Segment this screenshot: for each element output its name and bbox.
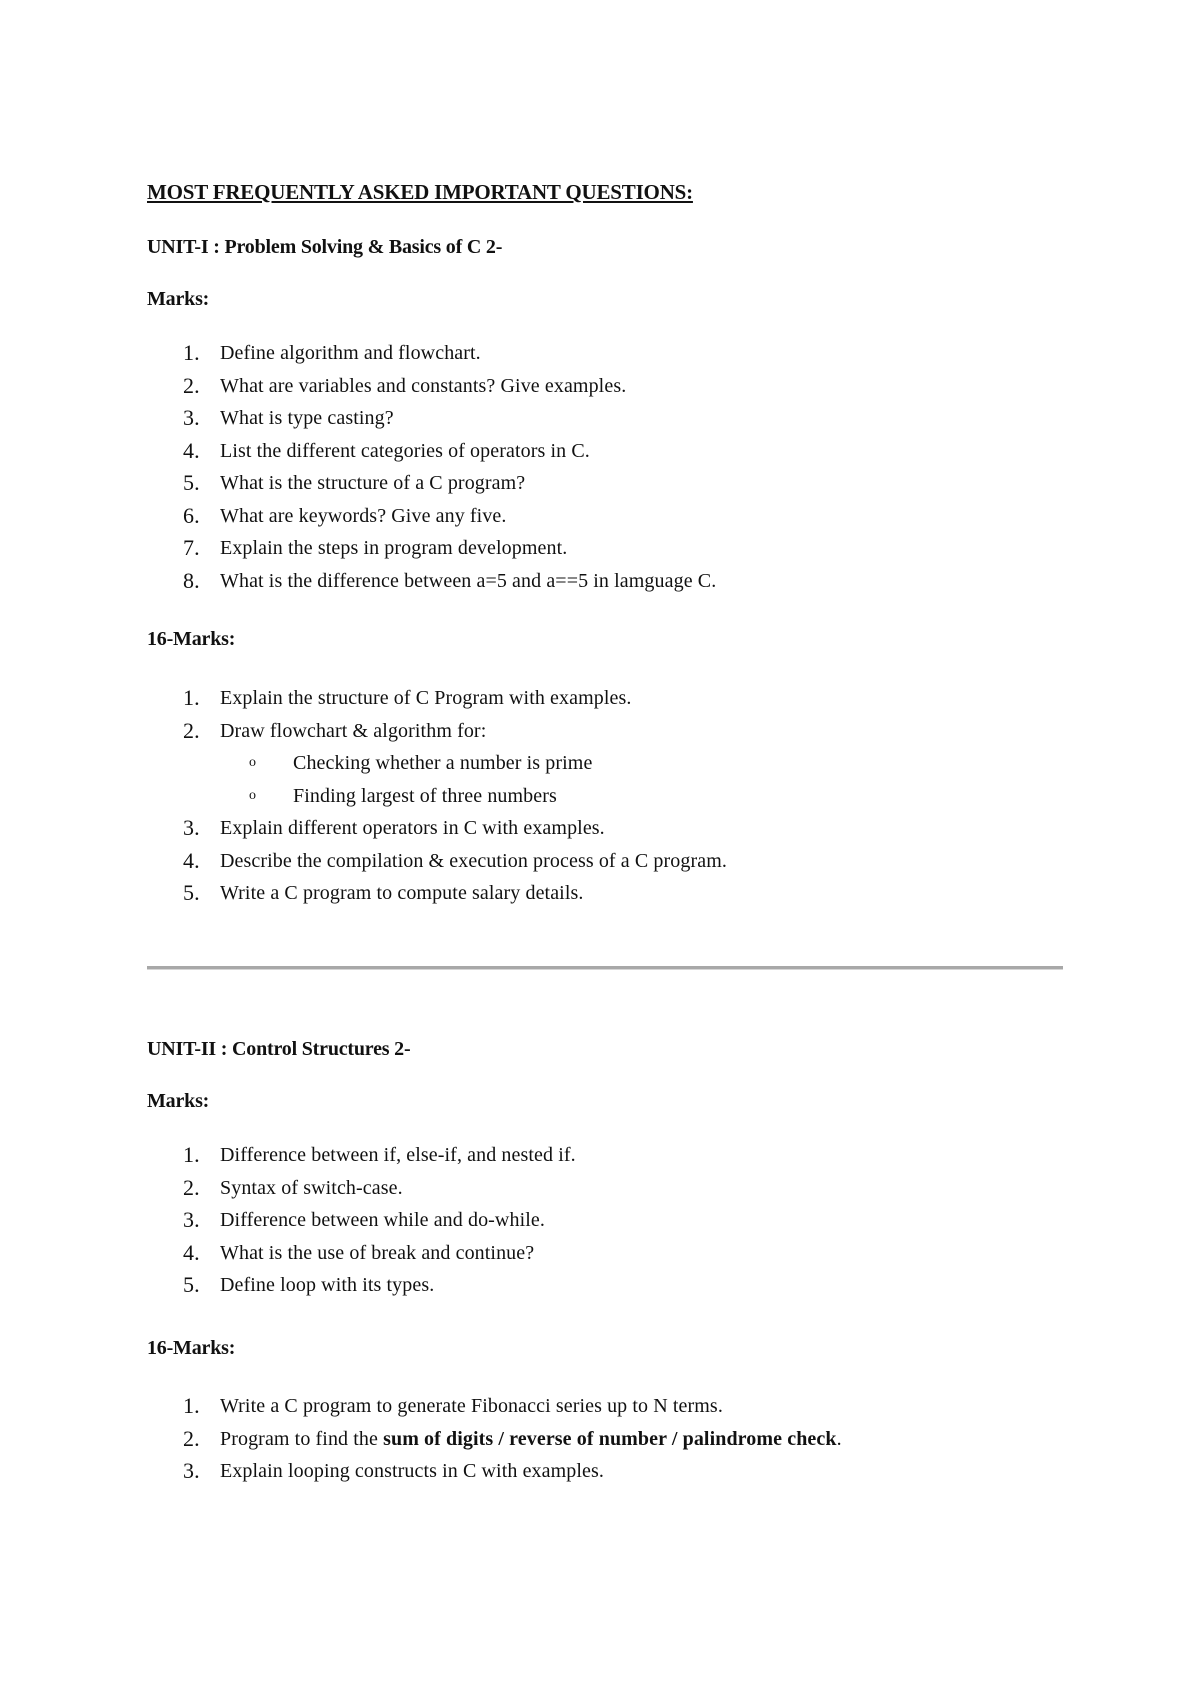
unit2-heading: UNIT-II : Control Structures 2- — [147, 1038, 411, 1060]
item-number: 2. — [183, 372, 200, 398]
list-item — [147, 1423, 1067, 1456]
list-item — [147, 877, 1067, 910]
item-text: Difference between if, else-if, and nested if. — [220, 1144, 576, 1166]
item-text: Explain the steps in program development. — [220, 537, 568, 559]
item-text: Define algorithm and flowchart. — [220, 342, 481, 364]
item-number: 2. — [183, 1174, 200, 1200]
bullet-icon: o — [249, 787, 257, 803]
item-number: 8. — [183, 567, 200, 593]
unit1-long-questions — [147, 682, 1067, 910]
sub-list-item — [147, 780, 1067, 813]
item-text: Define loop with its types. — [220, 1274, 435, 1296]
item-text-suffix: . — [836, 1427, 842, 1450]
item-number: 5. — [183, 470, 200, 495]
unit1-marks-label: Marks: — [147, 288, 210, 310]
page-title: MOST FREQUENTLY ASKED IMPORTANT QUESTIONS: — [147, 180, 693, 204]
list-item — [147, 370, 1067, 403]
list-item — [147, 682, 1067, 715]
item-text: Syntax of switch-case. — [220, 1176, 403, 1199]
unit1-short-list — [147, 337, 1067, 597]
item-number: 1. — [183, 685, 200, 710]
item-text-prefix: Program to find the — [220, 1427, 384, 1450]
item-text: Explain the structure of C Program with examples. — [220, 687, 632, 709]
list-item — [147, 435, 1067, 468]
item-text: What is the use of break and continue? — [220, 1241, 535, 1264]
item-text: What is type casting? — [220, 407, 394, 429]
list-item — [147, 532, 1067, 565]
item-number: 6. — [183, 502, 200, 528]
item-number: 3. — [183, 405, 200, 430]
item-number: 1. — [183, 340, 200, 365]
item-number: 4. — [183, 437, 200, 463]
item-text: What is the difference between a=5 and a==5 in lamguage C. — [220, 569, 717, 592]
unit2-marks-block — [147, 1090, 1067, 1113]
list-item — [147, 402, 1067, 435]
list-item — [147, 500, 1067, 533]
unit1-long-label: 16-Marks: — [147, 628, 236, 650]
list-item — [147, 715, 1067, 813]
title-block — [147, 180, 1067, 205]
sub-list — [220, 747, 1067, 812]
unit2-long-label-block — [147, 1337, 1067, 1360]
item-number: 1. — [183, 1142, 200, 1167]
unit2-long-label: 16-Marks: — [147, 1337, 236, 1359]
item-number: 7. — [183, 535, 200, 560]
unit1-long-list — [147, 682, 1067, 910]
unit2-long-list — [147, 1390, 1067, 1488]
item-number: 3. — [183, 815, 200, 840]
unit2-long-questions — [147, 1390, 1067, 1488]
item-text: Difference between while and do-while. — [220, 1209, 545, 1231]
list-item — [147, 1139, 1067, 1172]
unit1-heading-block — [147, 236, 1067, 259]
list-item — [147, 565, 1067, 598]
list-item — [147, 845, 1067, 878]
unit2-short-questions — [147, 1139, 1067, 1302]
item-number: 2. — [183, 717, 200, 743]
unit2-heading-block — [147, 1038, 1067, 1061]
bullet-icon: o — [249, 755, 257, 770]
item-text: What are variables and constants? Give examples. — [220, 374, 627, 397]
item-text: Draw flowchart & algorithm for: — [220, 719, 487, 742]
item-number: 2. — [183, 1425, 200, 1451]
item-text-bold: sum of digits / reverse of number / palindrome check — [383, 1427, 837, 1450]
item-number: 5. — [183, 880, 200, 905]
item-text: Explain looping constructs in C with examples. — [220, 1460, 604, 1482]
item-text: Explain different operators in C with examples. — [220, 817, 605, 839]
item-text: Write a C program to generate Fibonacci series up to N terms. — [220, 1395, 723, 1417]
list-item — [147, 1172, 1067, 1205]
item-number: 3. — [183, 1207, 200, 1232]
unit2-marks-label: Marks: — [147, 1090, 210, 1112]
unit1-marks-block — [147, 288, 1067, 311]
list-item — [147, 337, 1067, 370]
unit1-long-label-block — [147, 628, 1067, 651]
list-item — [147, 812, 1067, 845]
section-divider — [147, 966, 1063, 970]
item-text: What is the structure of a C program? — [220, 472, 526, 494]
list-item — [147, 467, 1067, 500]
unit1-short-questions — [147, 337, 1067, 597]
item-number: 1. — [183, 1393, 200, 1418]
list-item — [147, 1237, 1067, 1270]
unit2-short-list — [147, 1139, 1067, 1302]
item-text: List the different categories of operators in C. — [220, 439, 590, 462]
unit1-heading: UNIT-I : Problem Solving & Basics of C 2- — [147, 236, 503, 258]
item-number: 4. — [183, 847, 200, 873]
item-text: Describe the compilation & execution process of a C program. — [220, 849, 727, 872]
item-number: 5. — [183, 1272, 200, 1297]
list-item — [147, 1204, 1067, 1237]
sub-item-text: Checking whether a number is prime — [293, 752, 593, 774]
list-item — [147, 1455, 1067, 1488]
list-item — [147, 1269, 1067, 1302]
item-text: What are keywords? Give any five. — [220, 504, 507, 527]
item-number: 3. — [183, 1458, 200, 1483]
sub-list-item — [147, 747, 1067, 780]
item-number: 4. — [183, 1239, 200, 1265]
sub-item-text: Finding largest of three numbers — [293, 784, 557, 807]
list-item — [147, 1390, 1067, 1423]
item-text: Write a C program to compute salary details. — [220, 882, 584, 904]
